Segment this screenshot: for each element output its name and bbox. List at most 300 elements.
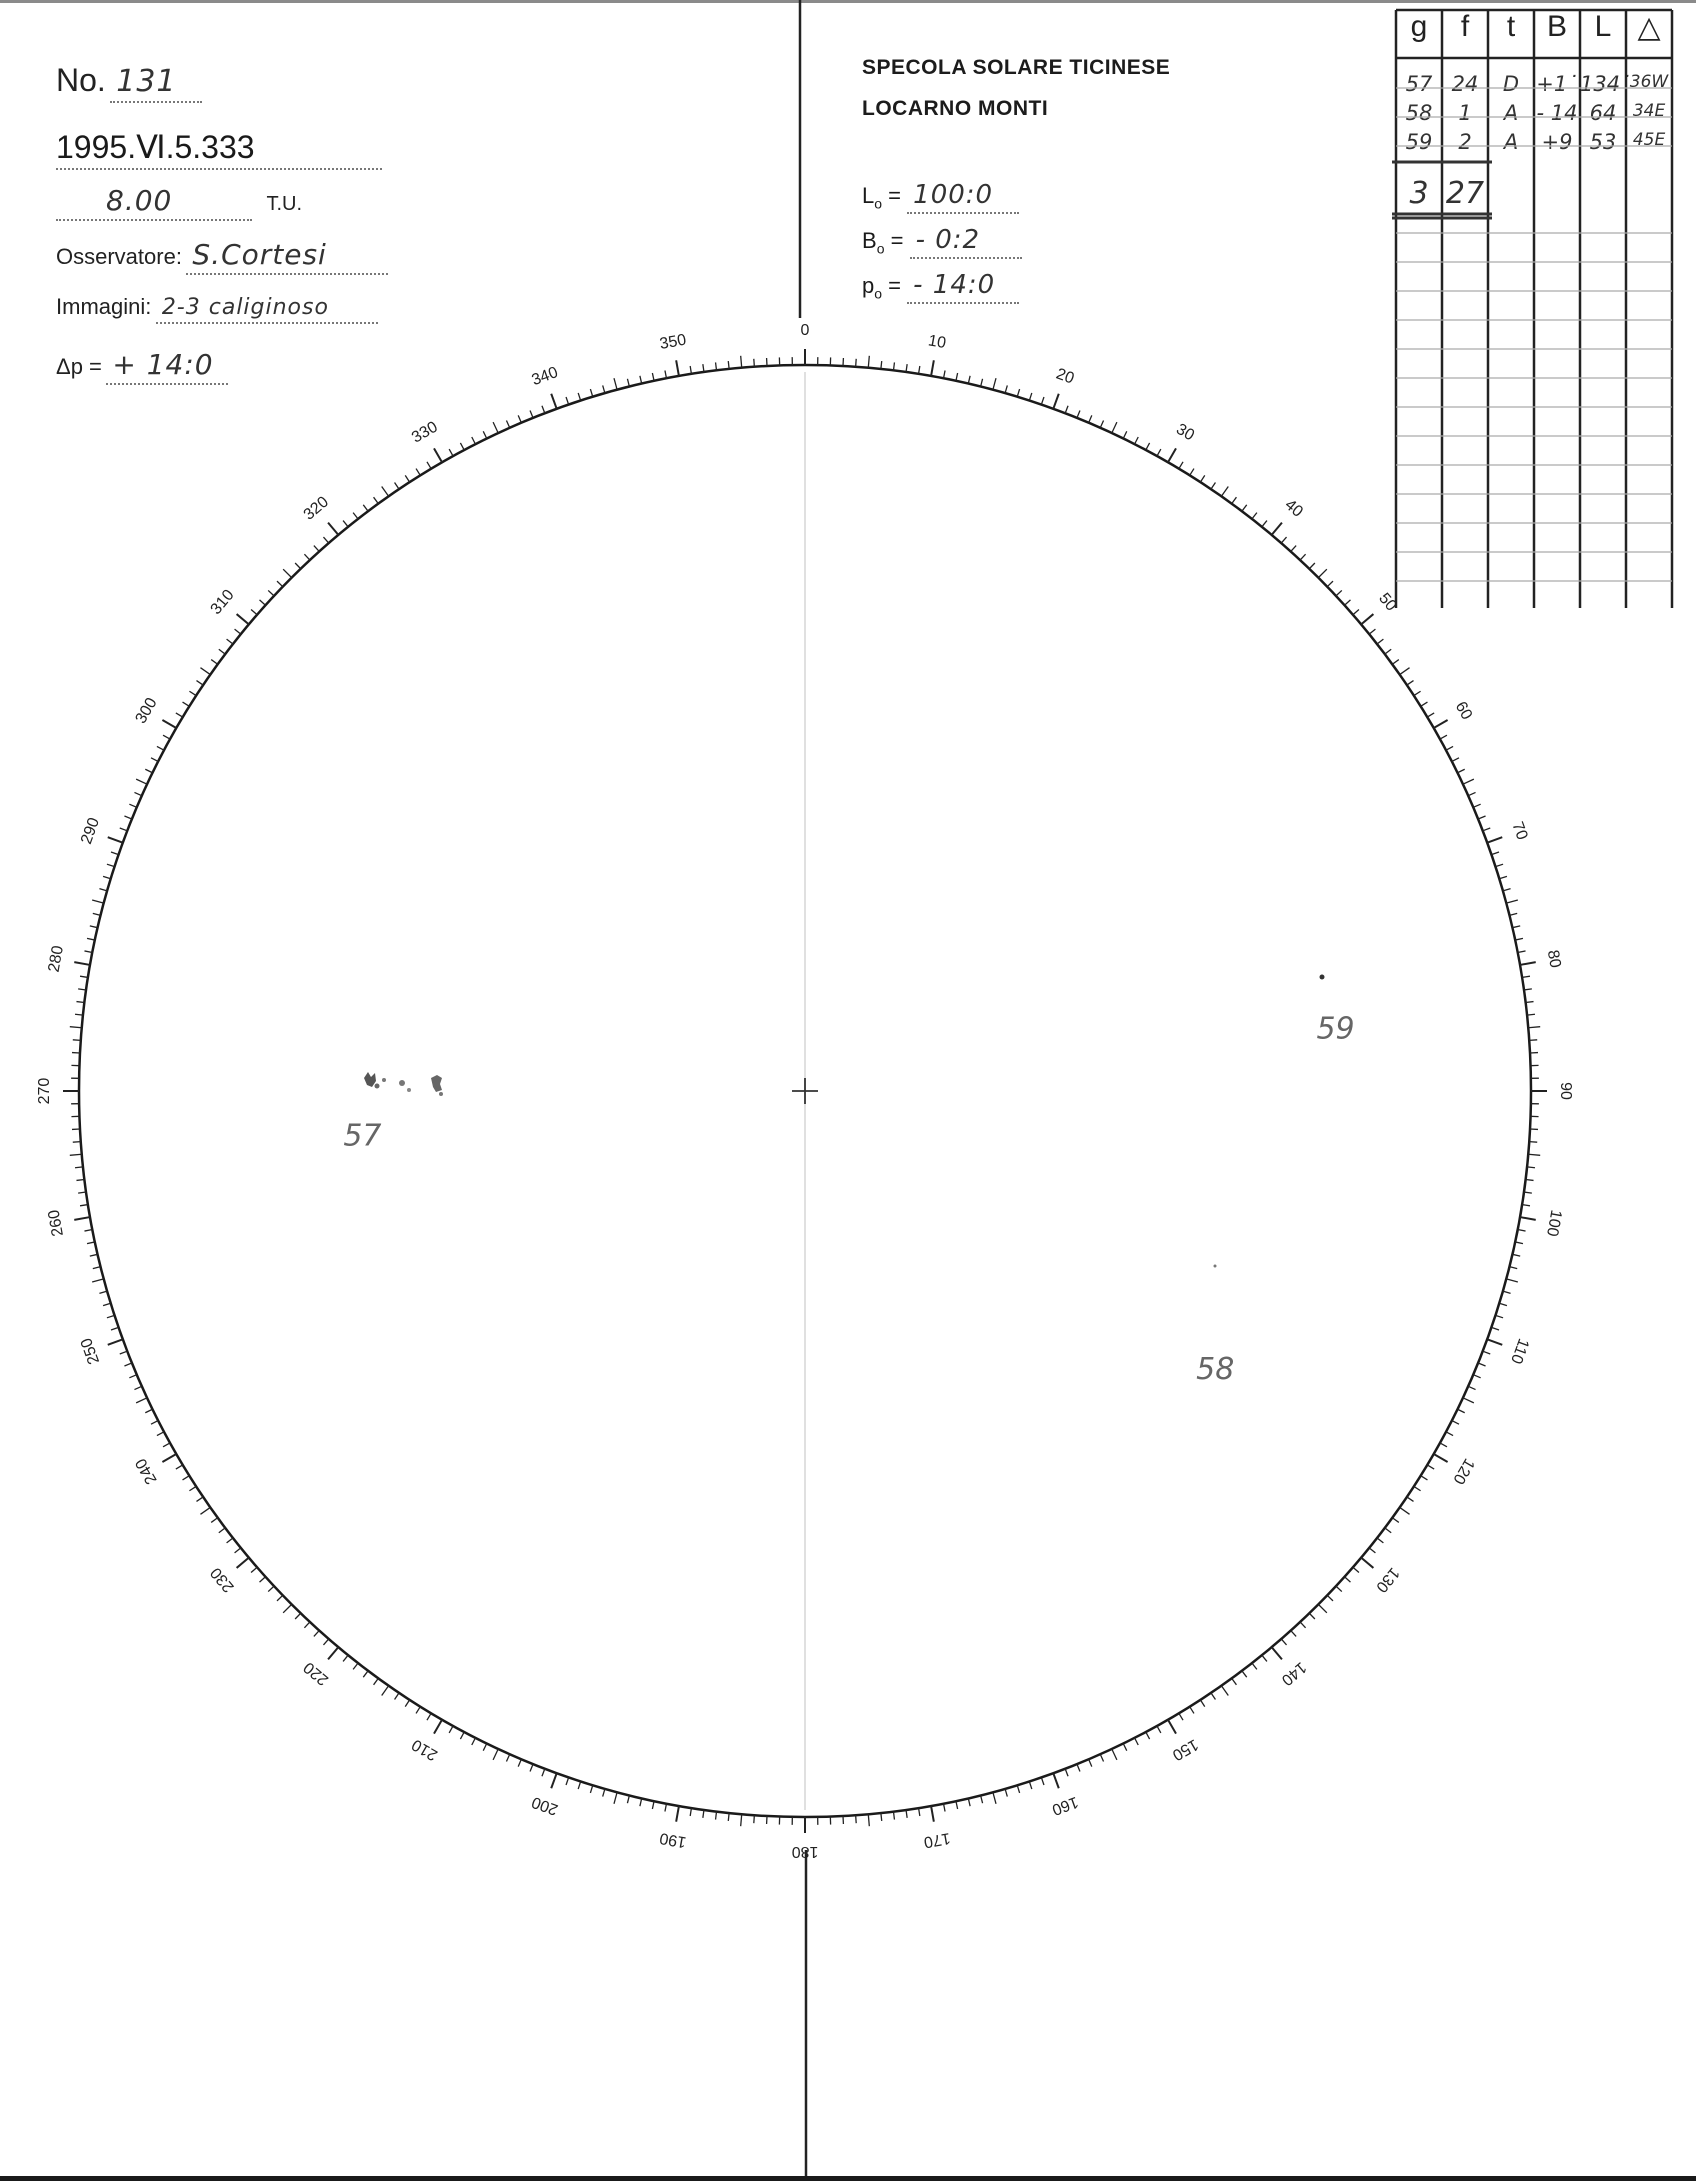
scale-tick (1005, 1789, 1007, 1797)
scale-tick (395, 1693, 399, 1700)
scale-tick (277, 1595, 283, 1601)
scale-tick (416, 1707, 420, 1714)
scale-tick (893, 1812, 894, 1820)
scale-label: 120 (1449, 1455, 1478, 1487)
scale-tick (1483, 828, 1490, 831)
scale-tick (74, 1217, 90, 1220)
scale-tick (427, 462, 431, 469)
scale-tick (1345, 600, 1351, 605)
scale-tick (716, 362, 717, 370)
scale-tick (881, 361, 882, 369)
group-label: 57 (343, 1118, 382, 1154)
scale-tick (328, 523, 338, 535)
scale-tick (1491, 852, 1499, 855)
scale-tick (1458, 769, 1465, 773)
scale-tick (1077, 410, 1080, 417)
scale-tick (881, 1813, 882, 1821)
scale-tick (1146, 443, 1150, 450)
scale-tick (1179, 1713, 1183, 1720)
scale-tick (1361, 614, 1373, 624)
scale-tick (1392, 660, 1398, 665)
scale-tick (283, 1604, 291, 1612)
table-cell: 57 (1405, 72, 1433, 96)
param-p0-eq: = (888, 273, 902, 298)
scale-tick (1112, 1749, 1117, 1760)
scale-tick (162, 1454, 176, 1462)
scale-tick (1291, 1631, 1296, 1637)
scale-tick (449, 1726, 453, 1733)
scale-tick (716, 1812, 717, 1820)
scale-tick (78, 989, 86, 990)
scale-label: 270 (36, 1077, 54, 1105)
table-total-spots: 27 (1445, 176, 1485, 211)
scale-label: 280 (45, 944, 67, 974)
scale-tick (690, 366, 691, 374)
scale-tick (405, 1700, 409, 1707)
scale-tick (1272, 1647, 1282, 1659)
scale-tick (1353, 609, 1359, 614)
scale-tick (129, 804, 136, 807)
scale-tick (1017, 1785, 1019, 1793)
table-cell: 59 (1405, 130, 1433, 154)
scale-tick (1421, 702, 1428, 706)
scale-tick (993, 1792, 996, 1804)
param-L0-value: 100:0 (907, 180, 1019, 214)
table-cell: 53 (1589, 130, 1617, 154)
sunspot (407, 1088, 411, 1092)
scale-tick (235, 629, 241, 634)
scale-tick (919, 1808, 920, 1816)
scale-tick (676, 1806, 679, 1822)
scale-tick (893, 362, 894, 370)
scale-tick (703, 364, 704, 372)
table-cell: +9 (1541, 130, 1573, 154)
scale-tick (728, 361, 729, 369)
scale-tick (493, 422, 498, 433)
scale-tick (1527, 1014, 1535, 1015)
scale-tick (652, 1801, 654, 1809)
scale-tick (237, 1558, 249, 1568)
scale-tick (427, 1713, 431, 1720)
scale-tick (90, 926, 98, 928)
group-label: 58 (1196, 1352, 1235, 1388)
table-header-g: g (1410, 10, 1428, 43)
data-table-grid (1392, 10, 1672, 608)
scale-tick (304, 554, 309, 560)
scale-tick (483, 431, 487, 438)
scale-tick (73, 1040, 81, 1041)
scale-tick (640, 1798, 642, 1806)
scale-tick (1509, 913, 1517, 915)
scale-tick (1242, 505, 1247, 511)
scale-tick (1529, 1142, 1537, 1143)
scale-label: 160 (1049, 1792, 1081, 1818)
scale-tick (1272, 523, 1282, 535)
scale-tick (931, 360, 934, 376)
scale-tick (251, 609, 257, 614)
param-B0-eq: = (890, 228, 904, 253)
scale-tick (1089, 1759, 1092, 1766)
scale-tick (1518, 951, 1526, 953)
table-cell: 34E (1632, 101, 1666, 121)
scale-tick (1200, 1700, 1204, 1707)
time-value: 8.00 (56, 184, 252, 221)
scale-tick (323, 537, 328, 543)
scale-label: 320 (300, 493, 333, 524)
scale-label: 300 (132, 695, 161, 727)
scale-tick (551, 1773, 556, 1788)
scale-tick (754, 359, 755, 367)
dp-value: + 14:0 (106, 348, 228, 385)
scale-tick (1065, 406, 1068, 413)
scale-tick (1463, 1398, 1474, 1403)
scale-tick (856, 359, 857, 367)
scale-tick (956, 1801, 958, 1809)
time-unit: T.U. (266, 193, 303, 215)
scale-label: 330 (409, 418, 441, 447)
scale-tick (1407, 1497, 1414, 1501)
scale-tick (640, 376, 642, 384)
scale-label: 350 (658, 331, 688, 353)
table-cell: 58 (1405, 101, 1433, 125)
scale-tick (1385, 649, 1391, 654)
table-header-t: t (1506, 10, 1516, 43)
scale-tick (1300, 1622, 1305, 1628)
scale-tick (76, 1002, 84, 1003)
table-cell: 2 (1458, 130, 1472, 154)
scale-tick (1400, 1507, 1410, 1514)
group-label: 59 (1316, 1011, 1355, 1047)
scale-tick (1221, 486, 1228, 496)
table-cell: 134˙ (1580, 72, 1631, 96)
scale-tick (93, 1267, 101, 1269)
scale-tick (382, 486, 389, 496)
scale-tick (1446, 746, 1453, 750)
scale-tick (1100, 420, 1103, 427)
sunspot (439, 1092, 443, 1096)
scale-tick (1089, 415, 1092, 422)
scale-tick (614, 1792, 617, 1804)
param-p0-label: p (862, 273, 875, 298)
scale-tick (1452, 758, 1459, 762)
scale-tick (1281, 1639, 1286, 1645)
scale-tick (1400, 668, 1410, 675)
sunspot (375, 1084, 380, 1089)
scale-tick (506, 1754, 509, 1761)
scale-label: 80 (1543, 948, 1564, 970)
scale-tick (219, 649, 225, 654)
scale-tick (260, 1577, 266, 1582)
scale-tick (1232, 1678, 1237, 1684)
scale-tick (1336, 590, 1342, 595)
images-value: 2-3 caliginoso (156, 295, 378, 324)
scale-tick (1495, 864, 1503, 866)
scale-tick (211, 1518, 217, 1523)
scale-tick (1135, 437, 1139, 444)
scale-label: 220 (300, 1658, 333, 1689)
table-cell: - 14 (1536, 101, 1578, 125)
scale-tick (590, 1785, 592, 1793)
scale-tick (283, 569, 291, 577)
scale-tick (268, 590, 274, 595)
scale-tick (111, 852, 119, 855)
scale-tick (363, 505, 368, 511)
bottom-border (0, 2176, 1696, 2181)
observatory-name: SPECOLA SOLARE TICINESE (862, 56, 1171, 79)
scale-tick (460, 443, 464, 450)
scale-tick (176, 1465, 183, 1469)
table-header-L: L (1594, 10, 1612, 43)
scale-tick (1527, 1167, 1535, 1168)
scale-tick (120, 1351, 127, 1354)
scale-tick (1232, 497, 1237, 503)
scale-tick (1377, 1538, 1383, 1543)
scale-tick (1468, 1386, 1475, 1389)
scale-tick (1528, 1027, 1540, 1028)
scale-tick (566, 397, 569, 405)
scale-tick (530, 410, 533, 417)
scale-tick (1221, 1686, 1228, 1696)
scale-tick (87, 938, 95, 940)
scale-tick (107, 864, 115, 866)
scale-label: 340 (529, 364, 561, 390)
scale-tick (108, 1339, 123, 1344)
scale-tick (1440, 1443, 1447, 1447)
scale-tick (614, 378, 617, 390)
scale-label: 140 (1277, 1658, 1310, 1689)
scale-tick (1520, 962, 1536, 965)
scale-tick (99, 889, 107, 891)
scale-tick (1168, 448, 1176, 462)
scale-tick (75, 1014, 83, 1015)
observatory-location: LOCARNO MONTI (862, 97, 1049, 120)
scale-tick (542, 1769, 545, 1776)
number-value: 131 (110, 64, 202, 103)
scale-tick (251, 1567, 257, 1572)
scale-tick (227, 639, 233, 644)
scale-tick (968, 1798, 970, 1806)
scale-tick (382, 1686, 389, 1696)
scale-tick (1407, 681, 1414, 685)
scale-tick (518, 415, 521, 422)
scale-tick (136, 779, 147, 784)
scale-tick (1529, 1040, 1537, 1041)
scale-tick (74, 962, 90, 965)
images-label: Immagini: (56, 294, 152, 319)
scale-tick (1385, 1528, 1391, 1533)
scale-label: 230 (207, 1563, 238, 1596)
scale-tick (183, 702, 190, 706)
scale-tick (395, 482, 399, 489)
scale-tick (627, 1795, 629, 1803)
scale-tick (314, 546, 319, 552)
scale-tick (136, 1398, 147, 1403)
scale-tick (211, 660, 217, 665)
scale-tick (518, 1759, 521, 1766)
scale-tick (219, 1528, 225, 1533)
scale-label: 60 (1451, 698, 1476, 723)
scale-tick (1336, 1586, 1342, 1591)
scale-tick (690, 1808, 691, 1816)
scale-tick (1281, 537, 1286, 543)
sunspot-group-58 (1214, 1265, 1217, 1268)
scale-tick (314, 1631, 319, 1637)
table-cell: A (1503, 101, 1519, 125)
scale-tick (993, 378, 996, 390)
scale-tick (590, 389, 592, 397)
scale-tick (1041, 397, 1044, 405)
scale-tick (1503, 1291, 1511, 1293)
scale-tick (1478, 1363, 1485, 1366)
scale-tick (227, 1538, 233, 1543)
scale-tick (162, 720, 176, 728)
scale-tick (1468, 792, 1475, 795)
table-cell: +1˙ (1536, 72, 1578, 96)
scale-tick (70, 1027, 82, 1028)
scale-tick (1526, 1179, 1534, 1180)
scale-tick (472, 1738, 476, 1745)
scale-tick (134, 792, 141, 795)
scale-label: 70 (1508, 819, 1531, 843)
scale-tick (1512, 926, 1520, 928)
scale-tick (566, 1777, 569, 1785)
scale-tick (70, 1154, 82, 1155)
scale-tick (1112, 422, 1117, 433)
scale-tick (1190, 1707, 1194, 1714)
scale-tick (1262, 521, 1267, 527)
scale-label: 210 (409, 1735, 441, 1764)
scale-tick (1487, 1339, 1502, 1344)
scale-tick (374, 497, 379, 503)
scale-tick (968, 376, 970, 384)
scale-tick (483, 1744, 487, 1751)
scale-tick (1392, 1518, 1398, 1523)
scale-tick (343, 521, 348, 527)
scale-tick (754, 1815, 755, 1823)
param-B0-label: B (862, 228, 877, 253)
table-total-groups: 3 (1409, 176, 1429, 211)
scale-label: 0 (800, 322, 810, 340)
scale-tick (1526, 1002, 1534, 1003)
scale-tick (981, 1795, 983, 1803)
scale-tick (1029, 1781, 1031, 1789)
scale-tick (1065, 1769, 1068, 1776)
scale-tick (1318, 1604, 1326, 1612)
scale-label: 310 (207, 586, 238, 619)
scale-tick (1452, 1421, 1459, 1425)
sunspot (399, 1080, 405, 1086)
scale-tick (1190, 469, 1194, 476)
table-cell: 45E (1632, 130, 1666, 150)
scale-tick (78, 1192, 86, 1193)
scale-tick (1135, 1738, 1139, 1745)
scale-tick (1168, 1720, 1176, 1734)
scale-tick (603, 385, 605, 393)
scale-tick (551, 394, 556, 409)
scale-tick (1427, 1465, 1434, 1469)
scale-tick (157, 746, 164, 750)
scale-tick (151, 758, 158, 762)
scale-label: 200 (529, 1792, 561, 1818)
scale-tick (603, 1789, 605, 1797)
scale-tick (323, 1639, 328, 1645)
scale-tick (343, 1655, 348, 1661)
scale-tick (906, 364, 907, 372)
scale-tick (1041, 1777, 1044, 1785)
scale-tick (627, 379, 629, 387)
scale-tick (134, 1386, 141, 1389)
scale-tick (93, 913, 101, 915)
scale-tick (1458, 1409, 1465, 1413)
scale-tick (1318, 569, 1326, 577)
scale-tick (1506, 1279, 1518, 1282)
scale-tick (1242, 1671, 1247, 1677)
scale-tick (1503, 889, 1511, 891)
scale-tick (107, 1315, 115, 1317)
scale-tick (235, 1548, 241, 1553)
scale-tick (1369, 1548, 1375, 1553)
scale-tick (868, 1814, 869, 1826)
scale-label: 110 (1507, 1336, 1532, 1366)
scale-tick (981, 379, 983, 387)
scale-tick (1146, 1732, 1150, 1739)
scale-tick (1377, 639, 1383, 644)
scale-tick (1211, 1693, 1215, 1700)
scale-tick (1200, 475, 1204, 482)
scale-tick (868, 356, 869, 368)
scale-tick (416, 469, 420, 476)
scale-tick (76, 1179, 84, 1180)
scale-tick (931, 1806, 934, 1822)
scale-label: 50 (1375, 590, 1400, 615)
scale-tick (741, 1814, 742, 1826)
scale-tick (237, 614, 249, 624)
scale-tick (304, 1622, 309, 1628)
scale-tick (1434, 720, 1448, 728)
param-B0-value: - 0:2 (910, 225, 1022, 259)
scale-tick (405, 475, 409, 482)
scale-tick (87, 1242, 95, 1244)
scale-tick (84, 1230, 92, 1232)
scale-tick (1369, 629, 1375, 634)
scale-tick (1123, 431, 1127, 438)
table-cell: 36W (1629, 72, 1669, 92)
scale-tick (1017, 389, 1019, 397)
scale-tick (1495, 1315, 1503, 1317)
scale-tick (189, 691, 196, 695)
scale-tick (728, 1813, 729, 1821)
scale-tick (1029, 393, 1031, 401)
scale-tick (200, 1507, 210, 1514)
sunspot (382, 1078, 386, 1082)
scale-tick (353, 513, 358, 519)
scale-tick (1518, 1230, 1526, 1232)
scale-tick (1100, 1754, 1103, 1761)
scale-tick (741, 356, 742, 368)
scale-tick (676, 360, 679, 376)
scale-tick (919, 366, 920, 374)
scale-tick (1528, 1154, 1540, 1155)
scale-tick (542, 406, 545, 413)
group-labels (343, 1012, 1354, 1388)
scale-tick (111, 1327, 119, 1330)
scale-tick (1179, 462, 1183, 469)
scale-tick (956, 373, 958, 381)
scale-tick (163, 735, 170, 739)
scale-tick (1499, 1303, 1507, 1305)
scale-tick (92, 900, 104, 903)
scale-tick (1309, 563, 1315, 569)
